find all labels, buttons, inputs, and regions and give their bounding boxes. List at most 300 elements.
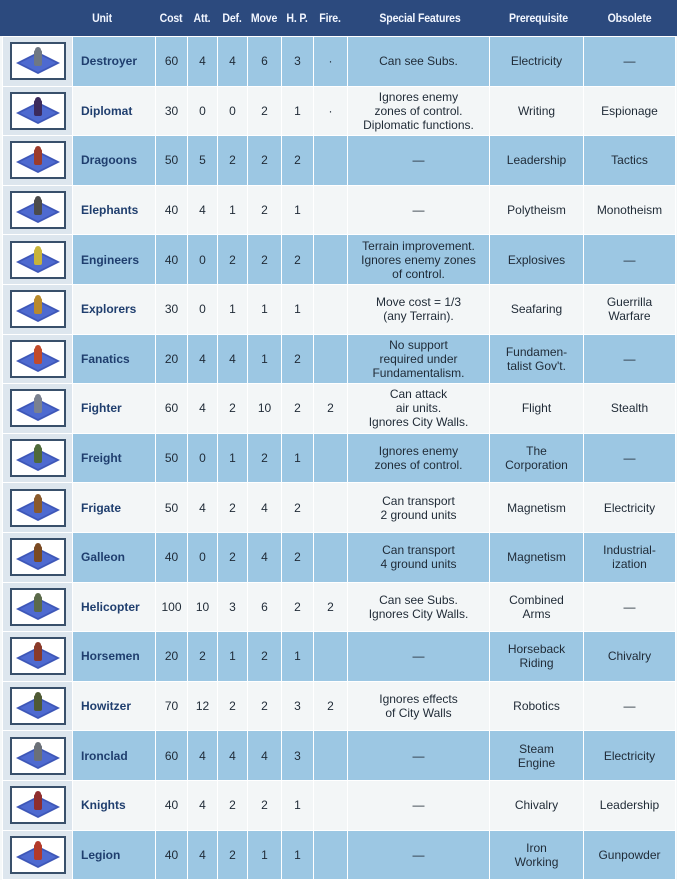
unit-icon-cell <box>3 384 73 434</box>
table-row <box>3 334 676 384</box>
header-unit: Unit <box>92 11 112 25</box>
hp-value: 1 <box>282 86 314 136</box>
unit-name: Galleon <box>73 532 156 582</box>
cost-value: 50 <box>156 136 188 186</box>
firepower-value: · <box>314 37 348 87</box>
header-hp: H. P. <box>286 11 308 25</box>
unit-name: Engineers <box>73 235 156 285</box>
helicopter-icon <box>10 588 66 626</box>
prerequisite <box>490 582 584 632</box>
header-special: Special Features <box>379 11 461 25</box>
prerequisite-line: talist Gov't. <box>507 358 566 373</box>
table-row <box>3 681 676 731</box>
prerequisite <box>490 731 584 781</box>
obsolete-line: Tactics <box>611 153 648 168</box>
firepower-value <box>314 632 348 682</box>
defense-value: 2 <box>218 136 248 186</box>
special-features <box>348 830 490 880</box>
obsolete-line: Espionage <box>601 103 658 118</box>
special-features <box>348 284 490 334</box>
special-features <box>348 136 490 186</box>
obsolete-line: Warfare <box>608 309 651 324</box>
header-cost: Cost <box>159 11 183 25</box>
elephants-icon <box>10 191 66 229</box>
header-fire: Fire. <box>319 11 341 25</box>
header-obsolete: Obsolete <box>607 11 652 25</box>
obsolete-line: ization <box>612 557 647 572</box>
unit-name: Ironclad <box>73 731 156 781</box>
ironclad-icon <box>10 737 66 775</box>
attack-value: 4 <box>188 185 218 235</box>
defense-value: 4 <box>218 37 248 87</box>
obsolete <box>584 384 676 434</box>
table-row <box>3 384 676 434</box>
hp-value: 2 <box>282 483 314 533</box>
move-value: 4 <box>248 483 282 533</box>
attack-value: 10 <box>188 582 218 632</box>
special-features-line: — <box>412 203 425 218</box>
cost-value: 30 <box>156 86 188 136</box>
hp-value: 1 <box>282 433 314 483</box>
attack-value: 4 <box>188 483 218 533</box>
special-features-line: zones of control. <box>374 103 463 118</box>
units-table <box>2 36 676 880</box>
prerequisite-line: Horseback <box>507 642 566 657</box>
horsemen-icon <box>10 637 66 675</box>
unit-name: Explorers <box>73 284 156 334</box>
obsolete <box>584 780 676 830</box>
table-row <box>3 632 676 682</box>
table-row <box>3 780 676 830</box>
unit-name: Legion <box>73 830 156 880</box>
engineers-icon <box>10 241 66 279</box>
prerequisite-line: Electricity <box>510 54 563 69</box>
obsolete-line: — <box>623 54 636 69</box>
special-features-line: Can transport <box>382 543 455 558</box>
hp-value: 2 <box>282 582 314 632</box>
legion-icon <box>10 836 66 874</box>
attack-value: 0 <box>188 284 218 334</box>
prerequisite-line: Arms <box>522 606 551 621</box>
move-value: 10 <box>248 384 282 434</box>
unit-name: Fighter <box>73 384 156 434</box>
firepower-value <box>314 235 348 285</box>
unit-name: Frigate <box>73 483 156 533</box>
fighter-icon <box>10 389 66 427</box>
special-features <box>348 384 490 434</box>
special-features-line: Ignores effects <box>379 692 458 707</box>
defense-value: 1 <box>218 284 248 334</box>
special-features-line: air units. <box>395 401 442 416</box>
prerequisite-line: Iron <box>526 840 547 855</box>
unit-icon-cell <box>3 681 73 731</box>
unit-icon-cell <box>3 780 73 830</box>
special-features-line: Diplomatic functions. <box>363 117 474 132</box>
table-row <box>3 235 676 285</box>
header-def: Def. <box>222 11 242 25</box>
explorers-icon <box>10 290 66 328</box>
unit-name: Knights <box>73 780 156 830</box>
special-features-line: — <box>412 798 425 813</box>
obsolete <box>584 185 676 235</box>
special-features <box>348 731 490 781</box>
cost-value: 50 <box>156 433 188 483</box>
prerequisite <box>490 86 584 136</box>
attack-value: 0 <box>188 532 218 582</box>
table-row <box>3 731 676 781</box>
howitzer-icon <box>10 687 66 725</box>
hp-value: 1 <box>282 830 314 880</box>
unit-name: Destroyer <box>73 37 156 87</box>
table-row <box>3 185 676 235</box>
obsolete-line: Gunpowder <box>598 847 661 862</box>
attack-value: 12 <box>188 681 218 731</box>
unit-name: Horsemen <box>73 632 156 682</box>
special-features-line: Can see Subs. <box>379 592 458 607</box>
unit-name: Fanatics <box>73 334 156 384</box>
prerequisite <box>490 185 584 235</box>
special-features <box>348 86 490 136</box>
move-value: 2 <box>248 780 282 830</box>
special-features-line: Ignores enemy <box>378 89 459 104</box>
hp-value: 1 <box>282 632 314 682</box>
special-features <box>348 37 490 87</box>
prerequisite <box>490 284 584 334</box>
prerequisite-line: Flight <box>521 401 552 416</box>
cost-value: 20 <box>156 334 188 384</box>
table-row <box>3 433 676 483</box>
special-features <box>348 334 490 384</box>
prerequisite-line: Corporation <box>505 458 568 473</box>
attack-value: 4 <box>188 731 218 781</box>
special-features-line: zones of control. <box>374 458 463 473</box>
obsolete <box>584 86 676 136</box>
special-features <box>348 582 490 632</box>
unit-name: Dragoons <box>73 136 156 186</box>
obsolete <box>584 37 676 87</box>
defense-value: 1 <box>218 185 248 235</box>
unit-icon-cell <box>3 731 73 781</box>
cost-value: 60 <box>156 731 188 781</box>
unit-name: Freight <box>73 433 156 483</box>
obsolete <box>584 284 676 334</box>
hp-value: 1 <box>282 780 314 830</box>
unit-name: Helicopter <box>73 582 156 632</box>
unit-icon-cell <box>3 86 73 136</box>
prerequisite <box>490 483 584 533</box>
firepower-value <box>314 136 348 186</box>
attack-value: 4 <box>188 830 218 880</box>
unit-icon-cell <box>3 582 73 632</box>
cost-value: 60 <box>156 37 188 87</box>
cost-value: 20 <box>156 632 188 682</box>
obsolete <box>584 433 676 483</box>
knights-icon <box>10 786 66 824</box>
special-features-line: Terrain improvement. <box>362 238 475 253</box>
prerequisite-line: Seafaring <box>510 302 563 317</box>
firepower-value: 2 <box>314 681 348 731</box>
cost-value: 40 <box>156 780 188 830</box>
attack-value: 5 <box>188 136 218 186</box>
prerequisite <box>490 136 584 186</box>
dragoons-icon <box>10 141 66 179</box>
obsolete-line: Chivalry <box>607 649 652 664</box>
prerequisite <box>490 830 584 880</box>
defense-value: 3 <box>218 582 248 632</box>
defense-value: 1 <box>218 632 248 682</box>
header-att: Att. <box>193 11 211 25</box>
defense-value: 2 <box>218 681 248 731</box>
obsolete-line: — <box>623 699 636 714</box>
header-move: Move <box>250 11 278 25</box>
move-value: 2 <box>248 235 282 285</box>
obsolete <box>584 731 676 781</box>
move-value: 6 <box>248 37 282 87</box>
prerequisite <box>490 632 584 682</box>
prerequisite-line: Magnetism <box>507 550 566 565</box>
obsolete <box>584 334 676 384</box>
special-features-line: of City Walls <box>385 706 452 721</box>
obsolete-line: Electricity <box>603 748 656 763</box>
firepower-value <box>314 284 348 334</box>
table-row <box>3 483 676 533</box>
special-features-line: 2 ground units <box>380 507 457 522</box>
firepower-value <box>314 185 348 235</box>
defense-value: 4 <box>218 334 248 384</box>
hp-value: 2 <box>282 532 314 582</box>
unit-icon-cell <box>3 185 73 235</box>
prerequisite <box>490 37 584 87</box>
prerequisite-line: The <box>526 444 547 459</box>
obsolete-line: Electricity <box>603 500 656 515</box>
table-header <box>0 0 677 36</box>
hp-value: 2 <box>282 334 314 384</box>
special-features-line: Ignores City Walls. <box>368 415 469 430</box>
prerequisite-line: Chivalry <box>514 798 559 813</box>
prerequisite <box>490 235 584 285</box>
obsolete-line: Industrial- <box>603 543 656 558</box>
hp-value: 3 <box>282 681 314 731</box>
firepower-value <box>314 483 348 533</box>
defense-value: 2 <box>218 830 248 880</box>
obsolete <box>584 681 676 731</box>
move-value: 4 <box>248 532 282 582</box>
cost-value: 40 <box>156 532 188 582</box>
obsolete-line: — <box>623 599 636 614</box>
prerequisite <box>490 780 584 830</box>
obsolete-line: Leadership <box>599 798 660 813</box>
fanatics-icon <box>10 340 66 378</box>
move-value: 2 <box>248 136 282 186</box>
attack-value: 0 <box>188 86 218 136</box>
prerequisite-line: Polytheism <box>507 203 566 218</box>
hp-value: 3 <box>282 731 314 781</box>
firepower-value <box>314 334 348 384</box>
special-features-line: Ignores enemy <box>378 444 459 459</box>
unit-icon-cell <box>3 37 73 87</box>
obsolete <box>584 532 676 582</box>
obsolete-line: — <box>623 351 636 366</box>
unit-icon-cell <box>3 284 73 334</box>
prerequisite-line: Writing <box>517 103 556 118</box>
defense-value: 2 <box>218 483 248 533</box>
prerequisite-line: Robotics <box>513 699 560 714</box>
defense-value: 1 <box>218 433 248 483</box>
special-features <box>348 185 490 235</box>
special-features-line: of control. <box>392 266 445 281</box>
unit-name: Howitzer <box>73 681 156 731</box>
obsolete-line: Guerrilla <box>606 295 653 310</box>
defense-value: 4 <box>218 731 248 781</box>
table-row <box>3 582 676 632</box>
unit-icon-cell <box>3 334 73 384</box>
cost-value: 30 <box>156 284 188 334</box>
special-features-line: Can transport <box>382 493 455 508</box>
attack-value: 0 <box>188 433 218 483</box>
galleon-icon <box>10 538 66 576</box>
unit-icon-cell <box>3 136 73 186</box>
unit-icon-cell <box>3 830 73 880</box>
prerequisite-line: Leadership <box>506 153 567 168</box>
prerequisite-line: Engine <box>517 755 556 770</box>
prerequisite-line: Riding <box>519 656 554 671</box>
cost-value: 40 <box>156 185 188 235</box>
defense-value: 2 <box>218 235 248 285</box>
frigate-icon <box>10 489 66 527</box>
cost-value: 50 <box>156 483 188 533</box>
special-features <box>348 433 490 483</box>
obsolete-line: Monotheism <box>596 203 663 218</box>
firepower-value <box>314 731 348 781</box>
unit-icon-cell <box>3 433 73 483</box>
move-value: 1 <box>248 334 282 384</box>
special-features-line: Ignores enemy zones <box>361 252 476 267</box>
move-value: 2 <box>248 185 282 235</box>
obsolete-line: — <box>623 252 636 267</box>
special-features <box>348 780 490 830</box>
unit-name: Diplomat <box>73 86 156 136</box>
cost-value: 40 <box>156 830 188 880</box>
unit-icon-cell <box>3 532 73 582</box>
special-features <box>348 632 490 682</box>
move-value: 2 <box>248 86 282 136</box>
special-features-line: — <box>412 153 425 168</box>
hp-value: 2 <box>282 136 314 186</box>
prerequisite-line: Steam <box>519 741 554 756</box>
attack-value: 2 <box>188 632 218 682</box>
defense-value: 2 <box>218 532 248 582</box>
table-row <box>3 37 676 87</box>
hp-value: 2 <box>282 384 314 434</box>
special-features-line: — <box>412 847 425 862</box>
table-row <box>3 830 676 880</box>
prerequisite-line: Fundamen- <box>505 344 568 359</box>
unit-name: Elephants <box>73 185 156 235</box>
special-features <box>348 235 490 285</box>
diplomat-icon <box>10 92 66 130</box>
prerequisite-line: Working <box>514 854 559 869</box>
special-features-line: Can see Subs. <box>379 54 458 69</box>
table-row <box>3 284 676 334</box>
unit-icon-cell <box>3 483 73 533</box>
table-row <box>3 86 676 136</box>
defense-value: 2 <box>218 384 248 434</box>
attack-value: 0 <box>188 235 218 285</box>
prerequisite <box>490 433 584 483</box>
firepower-value: · <box>314 86 348 136</box>
move-value: 2 <box>248 632 282 682</box>
special-features-line: Can attack <box>389 387 448 402</box>
attack-value: 4 <box>188 334 218 384</box>
obsolete <box>584 830 676 880</box>
special-features <box>348 532 490 582</box>
header-prereq: Prerequisite <box>509 11 568 25</box>
freight-icon <box>10 439 66 477</box>
move-value: 1 <box>248 284 282 334</box>
firepower-value <box>314 830 348 880</box>
cost-value: 40 <box>156 235 188 285</box>
obsolete <box>584 136 676 186</box>
firepower-value: 2 <box>314 384 348 434</box>
firepower-value <box>314 532 348 582</box>
move-value: 2 <box>248 433 282 483</box>
move-value: 4 <box>248 731 282 781</box>
firepower-value <box>314 433 348 483</box>
special-features <box>348 681 490 731</box>
prerequisite <box>490 532 584 582</box>
prerequisite-line: Combined <box>509 592 564 607</box>
special-features-line: (any Terrain). <box>383 309 454 324</box>
table-row <box>3 136 676 186</box>
prerequisite <box>490 681 584 731</box>
defense-value: 2 <box>218 780 248 830</box>
unit-icon-cell <box>3 235 73 285</box>
prerequisite <box>490 384 584 434</box>
cost-value: 60 <box>156 384 188 434</box>
special-features <box>348 483 490 533</box>
obsolete <box>584 632 676 682</box>
special-features-line: Move cost = 1/3 <box>375 295 462 310</box>
hp-value: 2 <box>282 235 314 285</box>
destroyer-icon <box>10 42 66 80</box>
prerequisite <box>490 334 584 384</box>
move-value: 6 <box>248 582 282 632</box>
special-features-line: 4 ground units <box>380 557 457 572</box>
attack-value: 4 <box>188 780 218 830</box>
unit-icon-cell <box>3 632 73 682</box>
special-features-line: Ignores City Walls. <box>368 606 469 621</box>
cost-value: 100 <box>156 582 188 632</box>
attack-value: 4 <box>188 384 218 434</box>
table-row <box>3 532 676 582</box>
obsolete-line: Stealth <box>610 401 649 416</box>
firepower-value: 2 <box>314 582 348 632</box>
attack-value: 4 <box>188 37 218 87</box>
obsolete <box>584 582 676 632</box>
prerequisite-line: Magnetism <box>507 500 566 515</box>
obsolete <box>584 483 676 533</box>
special-features-line: — <box>412 748 425 763</box>
special-features-line: — <box>412 649 425 664</box>
firepower-value <box>314 780 348 830</box>
hp-value: 1 <box>282 185 314 235</box>
special-features-line: Fundamentalism. <box>372 365 465 380</box>
hp-value: 3 <box>282 37 314 87</box>
defense-value: 0 <box>218 86 248 136</box>
move-value: 2 <box>248 681 282 731</box>
special-features-line: No support <box>389 337 448 352</box>
cost-value: 70 <box>156 681 188 731</box>
